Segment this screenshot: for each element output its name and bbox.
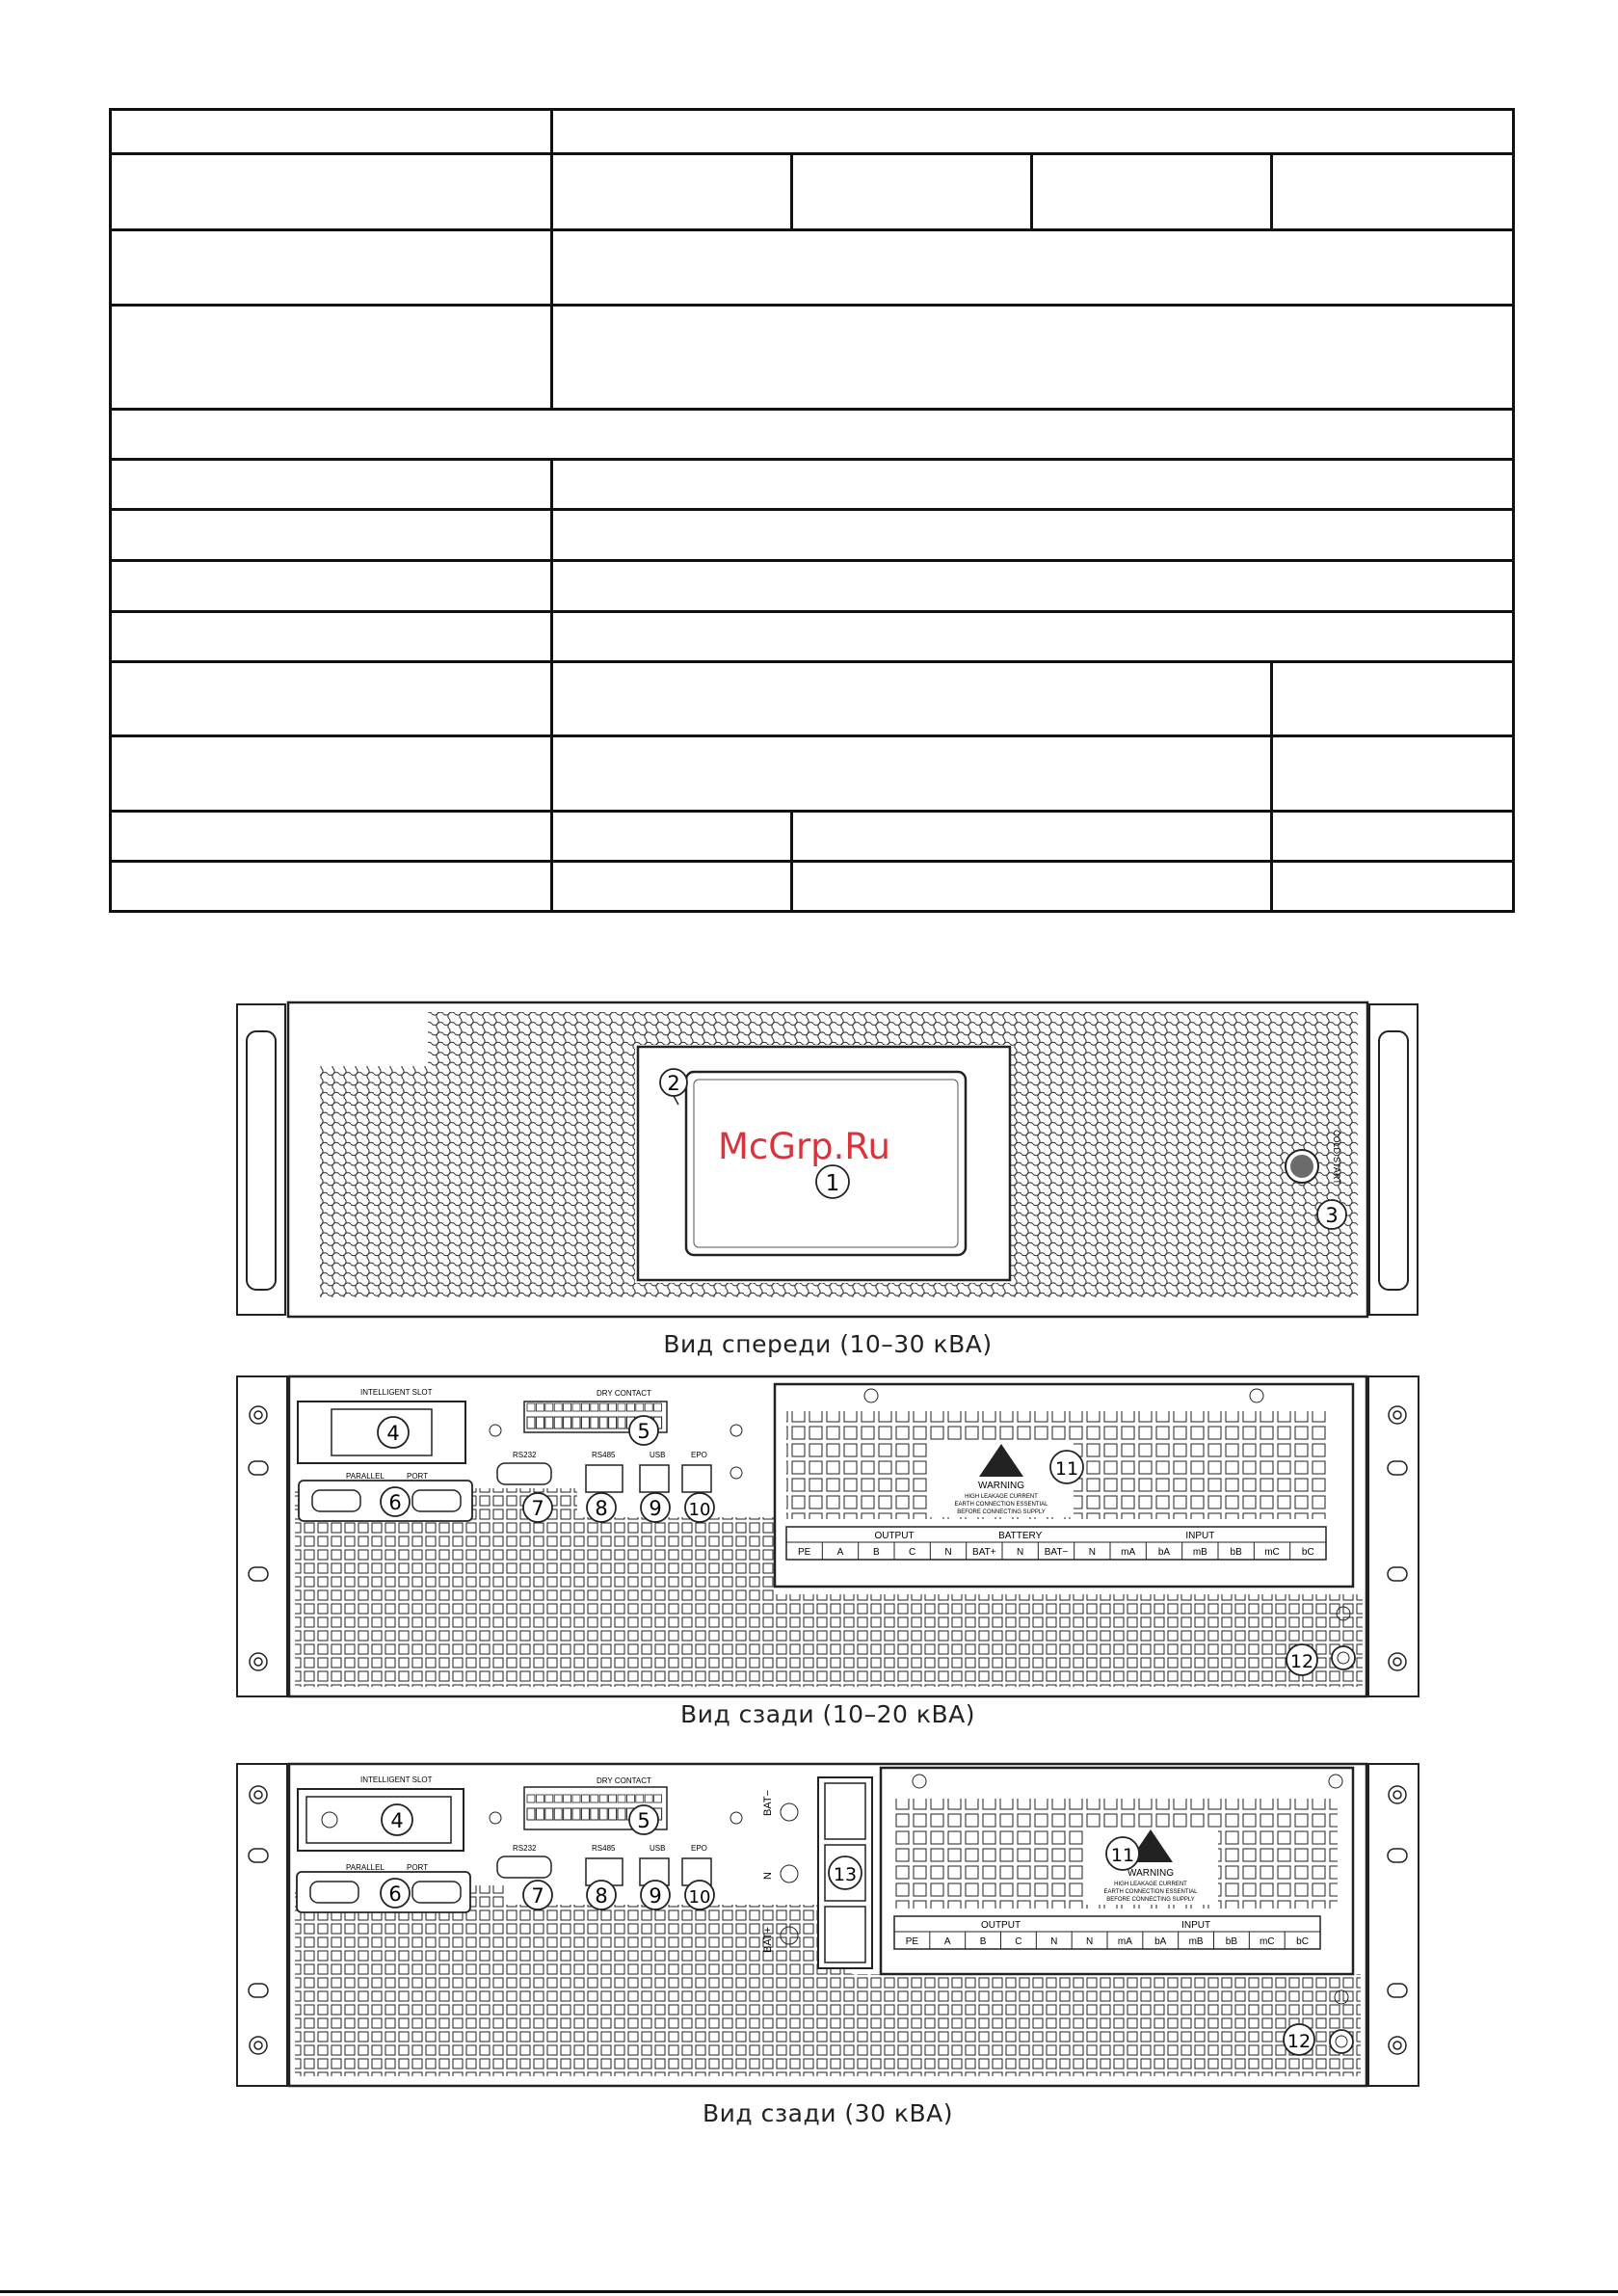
callout-6: 6 — [388, 1882, 402, 1906]
terminal-label: N — [1017, 1547, 1024, 1558]
table-cell — [111, 862, 552, 912]
dry-contact-pin — [545, 1808, 553, 1820]
table-row — [111, 561, 1514, 612]
vent-bottom — [635, 1283, 1011, 1297]
terminal-group-label: OUTPUT — [980, 1920, 1021, 1931]
table-cell — [111, 612, 552, 662]
dry-contact-pin — [564, 1417, 571, 1428]
terminal-label: bB — [1225, 1936, 1238, 1947]
callout-9: 9 — [649, 1497, 662, 1520]
table-cell — [792, 812, 1272, 862]
dry-contact-pin — [591, 1417, 598, 1428]
bat-plus-label: BAT+ — [762, 1926, 774, 1953]
table-cell — [552, 230, 1514, 306]
table-cell — [552, 110, 1514, 154]
terminal-cover — [881, 1768, 1353, 1974]
table-cell — [1272, 154, 1514, 230]
callout-10: 10 — [688, 1500, 711, 1520]
terminal-cover — [775, 1384, 1353, 1587]
table-cell — [111, 306, 552, 410]
table-cell — [1032, 154, 1272, 230]
dry-contact-pin — [527, 1808, 535, 1820]
bat-minus-label: BAT− — [762, 1789, 774, 1816]
dry-contact-pin — [618, 1808, 625, 1820]
spec-table — [109, 108, 1515, 913]
ground-terminal — [1332, 1646, 1355, 1669]
rs232-label: RS232 — [513, 1844, 537, 1853]
warning-line-2: EARTH CONNECTION ESSENTIAL — [954, 1502, 1048, 1508]
table-cell — [111, 662, 552, 736]
rear-view-30-figure — [235, 1760, 1420, 2138]
callout-4: 4 — [386, 1422, 400, 1445]
callout-5: 5 — [637, 1420, 650, 1443]
table-cell — [111, 230, 552, 306]
callout-9: 9 — [649, 1884, 662, 1908]
terminal-label: bA — [1154, 1936, 1167, 1947]
table-row — [111, 736, 1514, 812]
table-cell — [111, 561, 552, 612]
table-cell — [552, 812, 792, 862]
terminal-group-label: INPUT — [1185, 1531, 1215, 1541]
epo-label: EPO — [691, 1844, 707, 1853]
warning-line-3: BEFORE CONNECTING SUPPLY — [1106, 1897, 1195, 1903]
callout-2-label: 2 — [667, 1072, 680, 1095]
table-row — [111, 410, 1514, 460]
callout-4: 4 — [390, 1809, 404, 1832]
dry-contact-pin — [545, 1417, 553, 1428]
warning-title: WARNING — [978, 1481, 1024, 1491]
terminal-group-label: OUTPUT — [874, 1531, 915, 1541]
terminal-label: mC — [1264, 1547, 1280, 1558]
table-cell — [552, 561, 1514, 612]
left-handle — [237, 1004, 285, 1315]
dry-contact-pin — [609, 1417, 617, 1428]
terminal-label: PE — [905, 1936, 919, 1947]
terminal-label: B — [872, 1547, 880, 1558]
right-handle — [1369, 1004, 1418, 1315]
dry-contact-pin — [609, 1808, 617, 1820]
parallel-label: PARALLEL — [346, 1863, 385, 1872]
front-view-figure — [235, 999, 1420, 1373]
dry-contact-pin — [554, 1417, 562, 1428]
terminal-label: bC — [1301, 1547, 1314, 1558]
table-cell — [1272, 862, 1514, 912]
terminal-label: N — [944, 1547, 952, 1558]
table-row — [111, 612, 1514, 662]
callout-13: 13 — [833, 1864, 858, 1885]
terminal-label: BAT+ — [972, 1547, 996, 1558]
terminal-label: mA — [1121, 1547, 1136, 1558]
table-cell — [552, 460, 1514, 510]
terminal-label: PE — [797, 1547, 811, 1558]
warning-line-2: EARTH CONNECTION ESSENTIAL — [1103, 1889, 1198, 1895]
callout-8: 8 — [595, 1497, 608, 1520]
warning-line-1: HIGH LEAKAGE CURRENT — [1114, 1882, 1187, 1887]
table-row — [111, 812, 1514, 862]
terminal-label: C — [909, 1547, 916, 1558]
table-cell — [1272, 812, 1514, 862]
callout-1-label: 1 — [825, 1171, 840, 1196]
dry-contact-pin — [599, 1417, 607, 1428]
callout-5: 5 — [637, 1809, 650, 1832]
rear-view-30-caption: Вид сзади (30 кВА) — [702, 2099, 954, 2127]
table-cell — [792, 154, 1032, 230]
dry-contact-pin — [618, 1417, 625, 1428]
terminal-label: N — [1085, 1936, 1094, 1947]
dry-contact-pin — [572, 1417, 580, 1428]
epo-label: EPO — [691, 1451, 707, 1459]
terminal-label: mC — [1259, 1936, 1275, 1947]
start-label: START — [1332, 1157, 1341, 1185]
warning-line-3: BEFORE CONNECTING SUPPLY — [957, 1509, 1046, 1515]
terminal-label: mB — [1192, 1547, 1207, 1558]
terminal-label: BAT− — [1044, 1547, 1069, 1558]
vent-top — [635, 1012, 1011, 1045]
callout-10: 10 — [688, 1887, 711, 1908]
callout-7: 7 — [531, 1497, 544, 1520]
cold-label: COLD — [1332, 1130, 1341, 1155]
dry-contact-pin — [564, 1808, 571, 1820]
n-label: N — [762, 1872, 774, 1880]
table-row — [111, 510, 1514, 561]
callout-8: 8 — [595, 1884, 608, 1908]
port-label: PORT — [407, 1863, 429, 1872]
rs485-label: RS485 — [592, 1451, 616, 1459]
table-cell — [792, 862, 1272, 912]
table-cell — [552, 862, 792, 912]
terminal-label: B — [979, 1936, 987, 1947]
terminal-label: N — [1088, 1547, 1096, 1558]
callout-7: 7 — [531, 1884, 544, 1908]
table-cell — [552, 662, 1272, 736]
cold-start-button[interactable] — [1290, 1155, 1313, 1178]
table-row — [111, 154, 1514, 230]
usb-label: USB — [650, 1451, 666, 1459]
terminal-label: C — [1015, 1936, 1022, 1947]
table-cell — [1272, 736, 1514, 812]
front-view-caption: Вид спереди (10–30 кВА) — [663, 1330, 993, 1358]
dry-contact-pin — [536, 1417, 544, 1428]
terminal-label: bB — [1230, 1547, 1242, 1558]
rs232-label: RS232 — [513, 1451, 537, 1459]
terminal-label: A — [836, 1547, 844, 1558]
table-row — [111, 110, 1514, 154]
table-cell — [111, 460, 552, 510]
dry-contact-pin — [599, 1808, 607, 1820]
table-row — [111, 862, 1514, 912]
terminal-label: mB — [1188, 1936, 1204, 1947]
terminal-label: mA — [1117, 1936, 1132, 1947]
slot-label: INTELLIGENT SLOT — [360, 1775, 433, 1784]
watermark: McGrp.Ru — [718, 1126, 890, 1167]
rear-view-20-caption: Вид сзади (10–20 кВА) — [680, 1700, 975, 1728]
dry-contact-pin — [536, 1808, 544, 1820]
terminal-label: A — [943, 1936, 951, 1947]
callout-3-label: 3 — [1325, 1204, 1339, 1227]
table-row — [111, 460, 1514, 510]
rear-view-20-drawing — [235, 1373, 1420, 1700]
table-cell — [552, 154, 792, 230]
parallel-label: PARALLEL — [346, 1472, 385, 1481]
port-label: PORT — [407, 1472, 429, 1481]
terminal-label: N — [1050, 1936, 1058, 1947]
dry-contact-pin — [581, 1417, 589, 1428]
terminal-label: bA — [1157, 1547, 1171, 1558]
rear-view-30-drawing — [235, 1760, 1420, 2092]
dry-contact-pin — [527, 1417, 535, 1428]
table-cell — [111, 110, 552, 154]
rear-view-20-figure — [235, 1373, 1420, 1739]
slot-label: INTELLIGENT SLOT — [360, 1388, 433, 1397]
callout-6: 6 — [388, 1491, 402, 1514]
dry-contact-label: DRY CONTACT — [597, 1776, 651, 1785]
table-row — [111, 662, 1514, 736]
table-row — [111, 306, 1514, 410]
table-cell — [552, 306, 1514, 410]
table-cell — [1272, 662, 1514, 736]
dry-contact-pin — [554, 1808, 562, 1820]
bottom-rule — [0, 2290, 1618, 2293]
dry-contact-label: DRY CONTACT — [597, 1389, 651, 1398]
table-cell — [552, 612, 1514, 662]
warning-title: WARNING — [1127, 1868, 1174, 1879]
dry-contact-pin — [572, 1808, 580, 1820]
table-cell — [111, 510, 552, 561]
table-cell — [111, 410, 1514, 460]
table-row — [111, 230, 1514, 306]
table-cell — [552, 736, 1272, 812]
dry-contact-pin — [591, 1808, 598, 1820]
table-cell — [111, 154, 552, 230]
table-cell — [111, 812, 552, 862]
callout-12: 12 — [1289, 1651, 1314, 1672]
warning-line-1: HIGH LEAKAGE CURRENT — [965, 1494, 1038, 1500]
ground-terminal — [1330, 2030, 1353, 2053]
callout-11: 11 — [1054, 1458, 1079, 1480]
dry-contact-pin — [581, 1808, 589, 1820]
callout-12: 12 — [1286, 2031, 1312, 2052]
terminal-label: bC — [1296, 1936, 1309, 1947]
table-cell — [552, 510, 1514, 561]
usb-label: USB — [650, 1844, 666, 1853]
table-cell — [111, 736, 552, 812]
callout-11: 11 — [1110, 1845, 1135, 1866]
terminal-group-label: INPUT — [1181, 1920, 1211, 1931]
terminal-group-label: BATTERY — [998, 1531, 1043, 1541]
rs485-label: RS485 — [592, 1844, 616, 1853]
